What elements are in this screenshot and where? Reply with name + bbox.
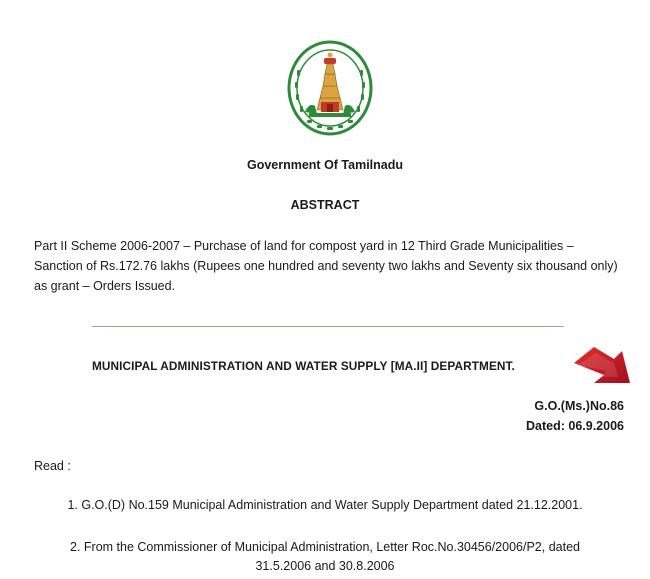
abstract-heading: ABSTRACT: [290, 198, 360, 212]
order-date: Dated: 06.9.2006: [526, 419, 624, 433]
reference-item: 1. G.O.(D) No.159 Municipal Administration and Water Supply Department dated 21.12.2001.: [67, 498, 583, 512]
tamilnadu-emblem-icon: [287, 40, 373, 136]
red-arrow-icon: [572, 343, 634, 393]
reference-line: 2. From the Commissioner of Municipal Administration, Letter Roc.No.30456/2006/P2, dated: [70, 540, 580, 554]
horizontal-divider: [92, 326, 564, 327]
read-label: Read :: [34, 459, 71, 473]
reference-line: 31.5.2006 and 30.8.2006: [255, 559, 395, 573]
reference-item: [0, 538, 650, 576]
department-name: MUNICIPAL ADMINISTRATION AND WATER SUPPLY [MA.II] DEPARTMENT.: [92, 359, 515, 373]
government-title: Government Of Tamilnadu: [246, 158, 404, 172]
subject-paragraph: Part II Scheme 2006-2007 – Purchase of land for compost yard in 12 Third Grade Municipalities – Sanction of Rs.172.76 lakhs (Rupees one hundred and seventy two lakhs and Seventy six thousand only) as grant – Orders Issued.: [34, 239, 618, 293]
order-number: G.O.(Ms.)No.86: [534, 399, 624, 413]
